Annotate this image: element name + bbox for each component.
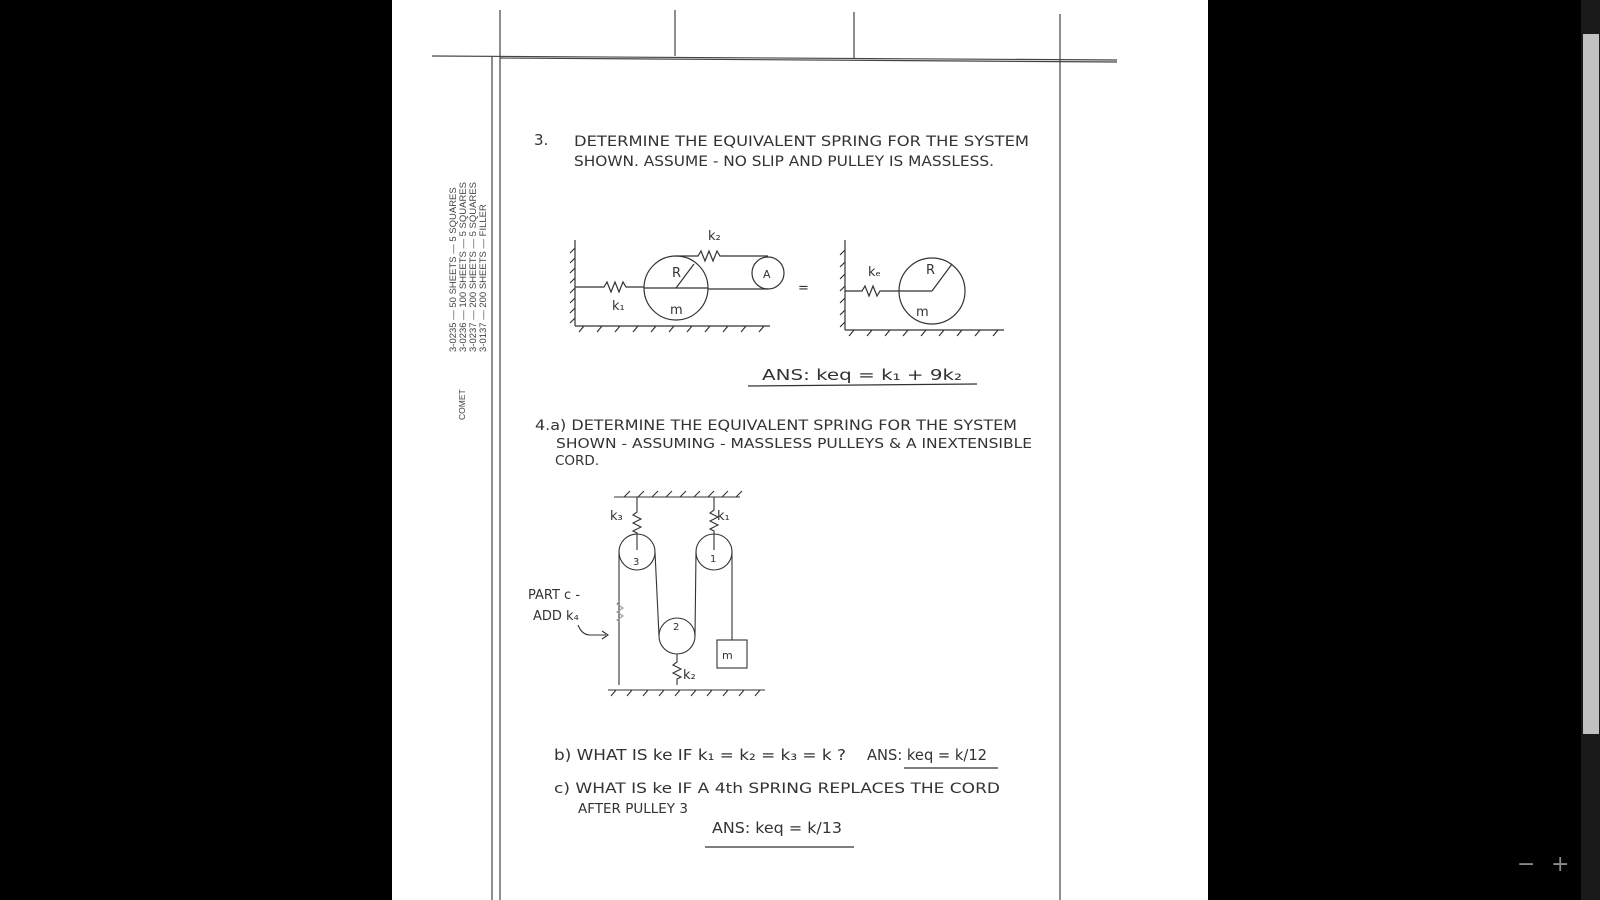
- label-A: A: [763, 268, 771, 281]
- label-k2-p4: k₂: [683, 668, 696, 683]
- paper-spec-line-3: 3-0237 — 200 SHEETS — 5 SQUARES: [468, 181, 479, 352]
- spring-k2: [673, 654, 681, 685]
- label-R: R: [672, 266, 682, 281]
- equals-sign: =: [798, 281, 809, 296]
- label-pulley-1: 1: [710, 554, 717, 565]
- paper-spec-line-1: 3-0235 — 50 SHEETS — 5 SQUARES: [448, 187, 459, 352]
- problem4-line3: CORD.: [555, 453, 600, 469]
- label-R-right: R: [926, 263, 936, 278]
- paper-brand: COMET: [457, 389, 467, 420]
- part-c-arrow: [578, 625, 606, 635]
- problem3-line2: SHOWN. ASSUME - NO SLIP AND PULLEY IS MASSLESS.: [574, 154, 994, 170]
- part-c-answer: ANS: keq = k/13: [712, 819, 842, 837]
- problem3-number: 3.: [534, 131, 549, 149]
- part-b-answer: ANS: keq = k/12: [867, 746, 987, 764]
- label-k1: k₁: [612, 299, 625, 314]
- problem3-line1: DETERMINE THE EQUIVALENT SPRING FOR THE SYSTEM: [574, 134, 1029, 150]
- pulley-system-figure: [578, 491, 765, 696]
- problem3-left-figure: [570, 240, 784, 332]
- paper-spec-line-4: 3-0137 — 200 SHEETS — FILLER: [478, 204, 489, 352]
- label-pulley-3: 3: [633, 557, 640, 568]
- paper-spec-line-2: 3-0236 — 100 SHEETS — 5 SQUARES: [458, 181, 469, 352]
- part-c-line1: c) WHAT IS ke IF A 4th SPRING REPLACES THE CORD: [554, 781, 1000, 797]
- part-c-note-line1: PART c -: [528, 588, 581, 603]
- label-k1-p4: k₁: [717, 509, 730, 524]
- part-c-note-line2: ADD k₄: [533, 609, 579, 624]
- spring-k3: [633, 497, 641, 550]
- problem4-line2: SHOWN - ASSUMING - MASSLESS PULLEYS & A INEXTENSIBLE: [556, 436, 1032, 452]
- document-page: [392, 0, 1208, 900]
- label-ke: kₑ: [868, 265, 881, 280]
- label-m: m: [670, 303, 683, 318]
- scrollbar-thumb[interactable]: [1583, 34, 1599, 734]
- zoom-in-button[interactable]: +: [1551, 852, 1570, 877]
- label-pulley-2: 2: [673, 622, 680, 633]
- notebook-page-drawing: [392, 0, 1208, 900]
- label-m-p4: m: [722, 649, 733, 662]
- zoom-out-button[interactable]: −: [1517, 852, 1536, 877]
- problem3-answer: ANS: keq = k₁ + 9k₂: [762, 366, 962, 384]
- problem4-line1: 4.a) DETERMINE THE EQUIVALENT SPRING FOR THE SYSTEM: [535, 418, 1017, 434]
- part-c-line2: AFTER PULLEY 3: [578, 801, 688, 817]
- label-m-right: m: [916, 305, 929, 320]
- label-k2: k₂: [708, 229, 721, 244]
- label-k3: k₃: [610, 509, 623, 524]
- part-b-question: b) WHAT IS ke IF k₁ = k₂ = k₃ = k ?: [554, 746, 846, 764]
- problem3-right-figure: [840, 240, 1004, 336]
